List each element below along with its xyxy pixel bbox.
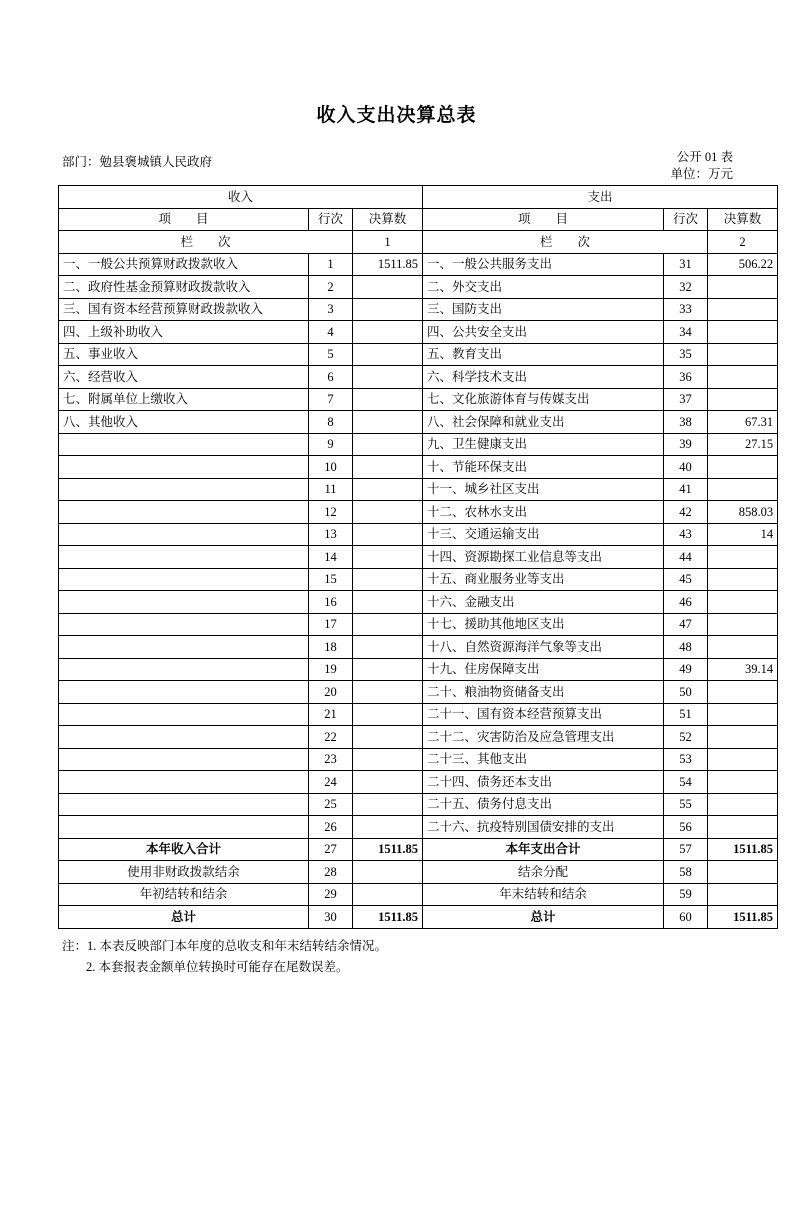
income-line: 24 [309,771,353,794]
expense-value [708,613,778,636]
expense-value [708,636,778,659]
table-row [59,501,778,524]
expense-line: 58 [664,861,708,884]
expense-line: 50 [664,681,708,704]
expense-line: 56 [664,816,708,839]
table-row [59,568,778,591]
group-header-row [59,186,778,209]
expense-line: 38 [664,411,708,434]
table-row [59,636,778,659]
income-item: 六、经营收入 [59,366,309,389]
table-row [59,658,778,681]
expense-item: 八、社会保障和就业支出 [423,411,664,434]
expense-item: 二十四、债务还本支出 [423,771,664,794]
expense-value [708,546,778,569]
table-row [59,478,778,501]
income-value [353,613,423,636]
note-line-1: 注：1. 本表反映部门本年度的总收支和年末结转结余情况。 [62,938,388,953]
table-summary-row [59,838,778,861]
table-row [59,321,778,344]
income-value [353,726,423,749]
table-row [59,388,778,411]
expense-value [708,276,778,299]
expense-item: 年末结转和结余 [423,883,664,906]
table-row [59,726,778,749]
table-row [59,523,778,546]
income-item [59,636,309,659]
expense-value [708,748,778,771]
expense-item: 十一、城乡社区支出 [423,478,664,501]
income-line: 11 [309,478,353,501]
income-item [59,771,309,794]
table-row [59,298,778,321]
income-item: 七、附属单位上缴收入 [59,388,309,411]
group-header-expense: 支出 [423,186,778,209]
income-item [59,523,309,546]
income-line: 19 [309,658,353,681]
document-page [0,100,793,1222]
income-line: 30 [309,906,353,929]
income-item: 二、政府性基金预算财政拨款收入 [59,276,309,299]
expense-value [708,703,778,726]
income-value [353,343,423,366]
income-line: 3 [309,298,353,321]
col-header-expense-line: 行次 [664,208,708,231]
income-item [59,748,309,771]
expense-line: 44 [664,546,708,569]
income-line: 28 [309,861,353,884]
expense-item: 十二、农林水支出 [423,501,664,524]
income-item: 八、其他收入 [59,411,309,434]
income-value [353,321,423,344]
income-item: 年初结转和结余 [59,883,309,906]
expense-value [708,771,778,794]
income-item [59,546,309,569]
income-item: 使用非财政拨款结余 [59,861,309,884]
income-item: 总计 [59,906,309,929]
income-line: 18 [309,636,353,659]
income-line: 1 [309,253,353,276]
page-title: 收入支出决算总表 [316,105,477,126]
income-value [353,861,423,884]
income-line: 13 [309,523,353,546]
expense-line: 59 [664,883,708,906]
expense-value: 14 [708,523,778,546]
income-item [59,478,309,501]
expense-item: 十四、资源勘探工业信息等支出 [423,546,664,569]
expense-line: 33 [664,298,708,321]
income-item: 五、事业收入 [59,343,309,366]
expense-value [708,366,778,389]
col-header-expense-value: 决算数 [708,208,778,231]
table-row [59,276,778,299]
expense-value [708,726,778,749]
table-row [59,816,778,839]
income-value [353,636,423,659]
expense-line: 32 [664,276,708,299]
expense-value [708,861,778,884]
expense-value [708,568,778,591]
form-meta [670,149,733,183]
table-row [59,456,778,479]
expense-line: 47 [664,613,708,636]
income-item [59,726,309,749]
expense-value: 1511.85 [708,838,778,861]
expense-value: 858.03 [708,501,778,524]
expense-item: 二十一、国有资本经营预算支出 [423,703,664,726]
income-value [353,298,423,321]
income-value [353,883,423,906]
expense-value [708,478,778,501]
income-item [59,793,309,816]
lanci-label-income: 栏 次 [59,231,353,254]
expense-line: 43 [664,523,708,546]
expense-line: 60 [664,906,708,929]
table-row [59,366,778,389]
expense-line: 46 [664,591,708,614]
income-item [59,703,309,726]
income-item [59,658,309,681]
expense-line: 31 [664,253,708,276]
income-line: 25 [309,793,353,816]
expense-item: 六、科学技术支出 [423,366,664,389]
expense-value: 506.22 [708,253,778,276]
expense-item: 十五、商业服务业等支出 [423,568,664,591]
expense-line: 40 [664,456,708,479]
income-value [353,276,423,299]
expense-value [708,883,778,906]
expense-line: 41 [664,478,708,501]
income-line: 27 [309,838,353,861]
expense-value [708,388,778,411]
table-row [59,613,778,636]
expense-line: 36 [664,366,708,389]
expense-item: 五、教育支出 [423,343,664,366]
income-line: 20 [309,681,353,704]
department-label: 部门：勉县褒城镇人民政府 [62,155,213,169]
table-row [59,771,778,794]
income-line: 16 [309,591,353,614]
expense-item: 二十三、其他支出 [423,748,664,771]
expense-value: 67.31 [708,411,778,434]
income-item [59,591,309,614]
table-row [59,681,778,704]
income-item [59,433,309,456]
col-header-expense-item: 项 目 [423,208,664,231]
expense-value [708,793,778,816]
group-header-income: 收入 [59,186,423,209]
form-number: 公开 01 表 [676,150,733,164]
col-header-income-item: 项 目 [59,208,309,231]
income-value [353,501,423,524]
income-line: 10 [309,456,353,479]
income-line: 2 [309,276,353,299]
income-value: 1511.85 [353,253,423,276]
expense-value [708,456,778,479]
expense-item: 七、文化旅游体育与传媒支出 [423,388,664,411]
table-row [59,433,778,456]
income-line: 15 [309,568,353,591]
expense-item: 十、节能环保支出 [423,456,664,479]
income-item [59,816,309,839]
income-value [353,658,423,681]
expense-line: 34 [664,321,708,344]
income-value [353,568,423,591]
income-value [353,546,423,569]
table-summary-row [59,861,778,884]
unit-label: 单位：万元 [670,167,733,181]
income-line: 6 [309,366,353,389]
income-value [353,816,423,839]
expense-item: 十六、金融支出 [423,591,664,614]
expense-value: 1511.85 [708,906,778,929]
income-line: 7 [309,388,353,411]
income-value [353,523,423,546]
income-value [353,366,423,389]
table-summary-row [59,906,778,929]
expense-item: 九、卫生健康支出 [423,433,664,456]
expense-item: 十七、援助其他地区支出 [423,613,664,636]
meta-row [58,149,735,183]
income-line: 8 [309,411,353,434]
expense-item: 本年支出合计 [423,838,664,861]
expense-value: 39.14 [708,658,778,681]
table-row [59,411,778,434]
income-value [353,591,423,614]
income-line: 12 [309,501,353,524]
income-item [59,456,309,479]
table-row [59,546,778,569]
expense-value [708,591,778,614]
col-header-income-value: 决算数 [353,208,423,231]
income-value: 1511.85 [353,838,423,861]
expense-value: 27.15 [708,433,778,456]
expense-value [708,343,778,366]
income-value [353,433,423,456]
income-line: 22 [309,726,353,749]
column-header-row [59,208,778,231]
table-summary-row [59,883,778,906]
income-value [353,771,423,794]
expense-item: 总计 [423,906,664,929]
table-row [59,703,778,726]
expense-item: 结余分配 [423,861,664,884]
expense-item: 二十六、抗疫特别国债安排的支出 [423,816,664,839]
income-item [59,501,309,524]
note-line-2: 2. 本套报表金额单位转换时可能存在尾数误差。 [86,959,349,974]
income-value [353,456,423,479]
income-value [353,478,423,501]
income-item [59,613,309,636]
expense-value [708,298,778,321]
expense-line: 42 [664,501,708,524]
income-line: 21 [309,703,353,726]
expense-line: 52 [664,726,708,749]
table-row [59,748,778,771]
income-line: 26 [309,816,353,839]
expense-line: 45 [664,568,708,591]
lanci-label-expense: 栏 次 [423,231,708,254]
lanci-value-expense: 2 [708,231,778,254]
table-row [59,343,778,366]
income-value [353,793,423,816]
income-item [59,681,309,704]
income-value: 1511.85 [353,906,423,929]
expense-item: 十八、自然资源海洋气象等支出 [423,636,664,659]
income-value [353,681,423,704]
income-line: 9 [309,433,353,456]
expense-item: 四、公共安全支出 [423,321,664,344]
income-item: 三、国有资本经营预算财政拨款收入 [59,298,309,321]
income-item: 一、一般公共预算财政拨款收入 [59,253,309,276]
income-item: 本年收入合计 [59,838,309,861]
expense-line: 54 [664,771,708,794]
expense-line: 49 [664,658,708,681]
expense-item: 二十二、灾害防治及应急管理支出 [423,726,664,749]
income-value [353,388,423,411]
expense-item: 一、一般公共服务支出 [423,253,664,276]
expense-line: 37 [664,388,708,411]
lanci-value-income: 1 [353,231,423,254]
expense-item: 十三、交通运输支出 [423,523,664,546]
income-value [353,703,423,726]
income-line: 29 [309,883,353,906]
table-row [59,591,778,614]
expense-line: 35 [664,343,708,366]
income-value [353,748,423,771]
income-line: 5 [309,343,353,366]
table-row [59,253,778,276]
income-line: 17 [309,613,353,636]
income-line: 4 [309,321,353,344]
table-row [59,793,778,816]
income-value [353,411,423,434]
expense-item: 二十、粮油物资储备支出 [423,681,664,704]
lanci-row [59,231,778,254]
expense-value [708,681,778,704]
income-item [59,568,309,591]
income-item: 四、上级补助收入 [59,321,309,344]
expense-line: 53 [664,748,708,771]
income-line: 14 [309,546,353,569]
expense-item: 二十五、债务付息支出 [423,793,664,816]
expense-item: 三、国防支出 [423,298,664,321]
expense-line: 55 [664,793,708,816]
income-line: 23 [309,748,353,771]
budget-table [58,185,778,929]
expense-line: 48 [664,636,708,659]
expense-line: 57 [664,838,708,861]
col-header-income-line: 行次 [309,208,353,231]
table-notes [58,936,735,978]
expense-line: 51 [664,703,708,726]
expense-item: 十九、住房保障支出 [423,658,664,681]
expense-value [708,816,778,839]
expense-line: 39 [664,433,708,456]
expense-value [708,321,778,344]
expense-item: 二、外交支出 [423,276,664,299]
